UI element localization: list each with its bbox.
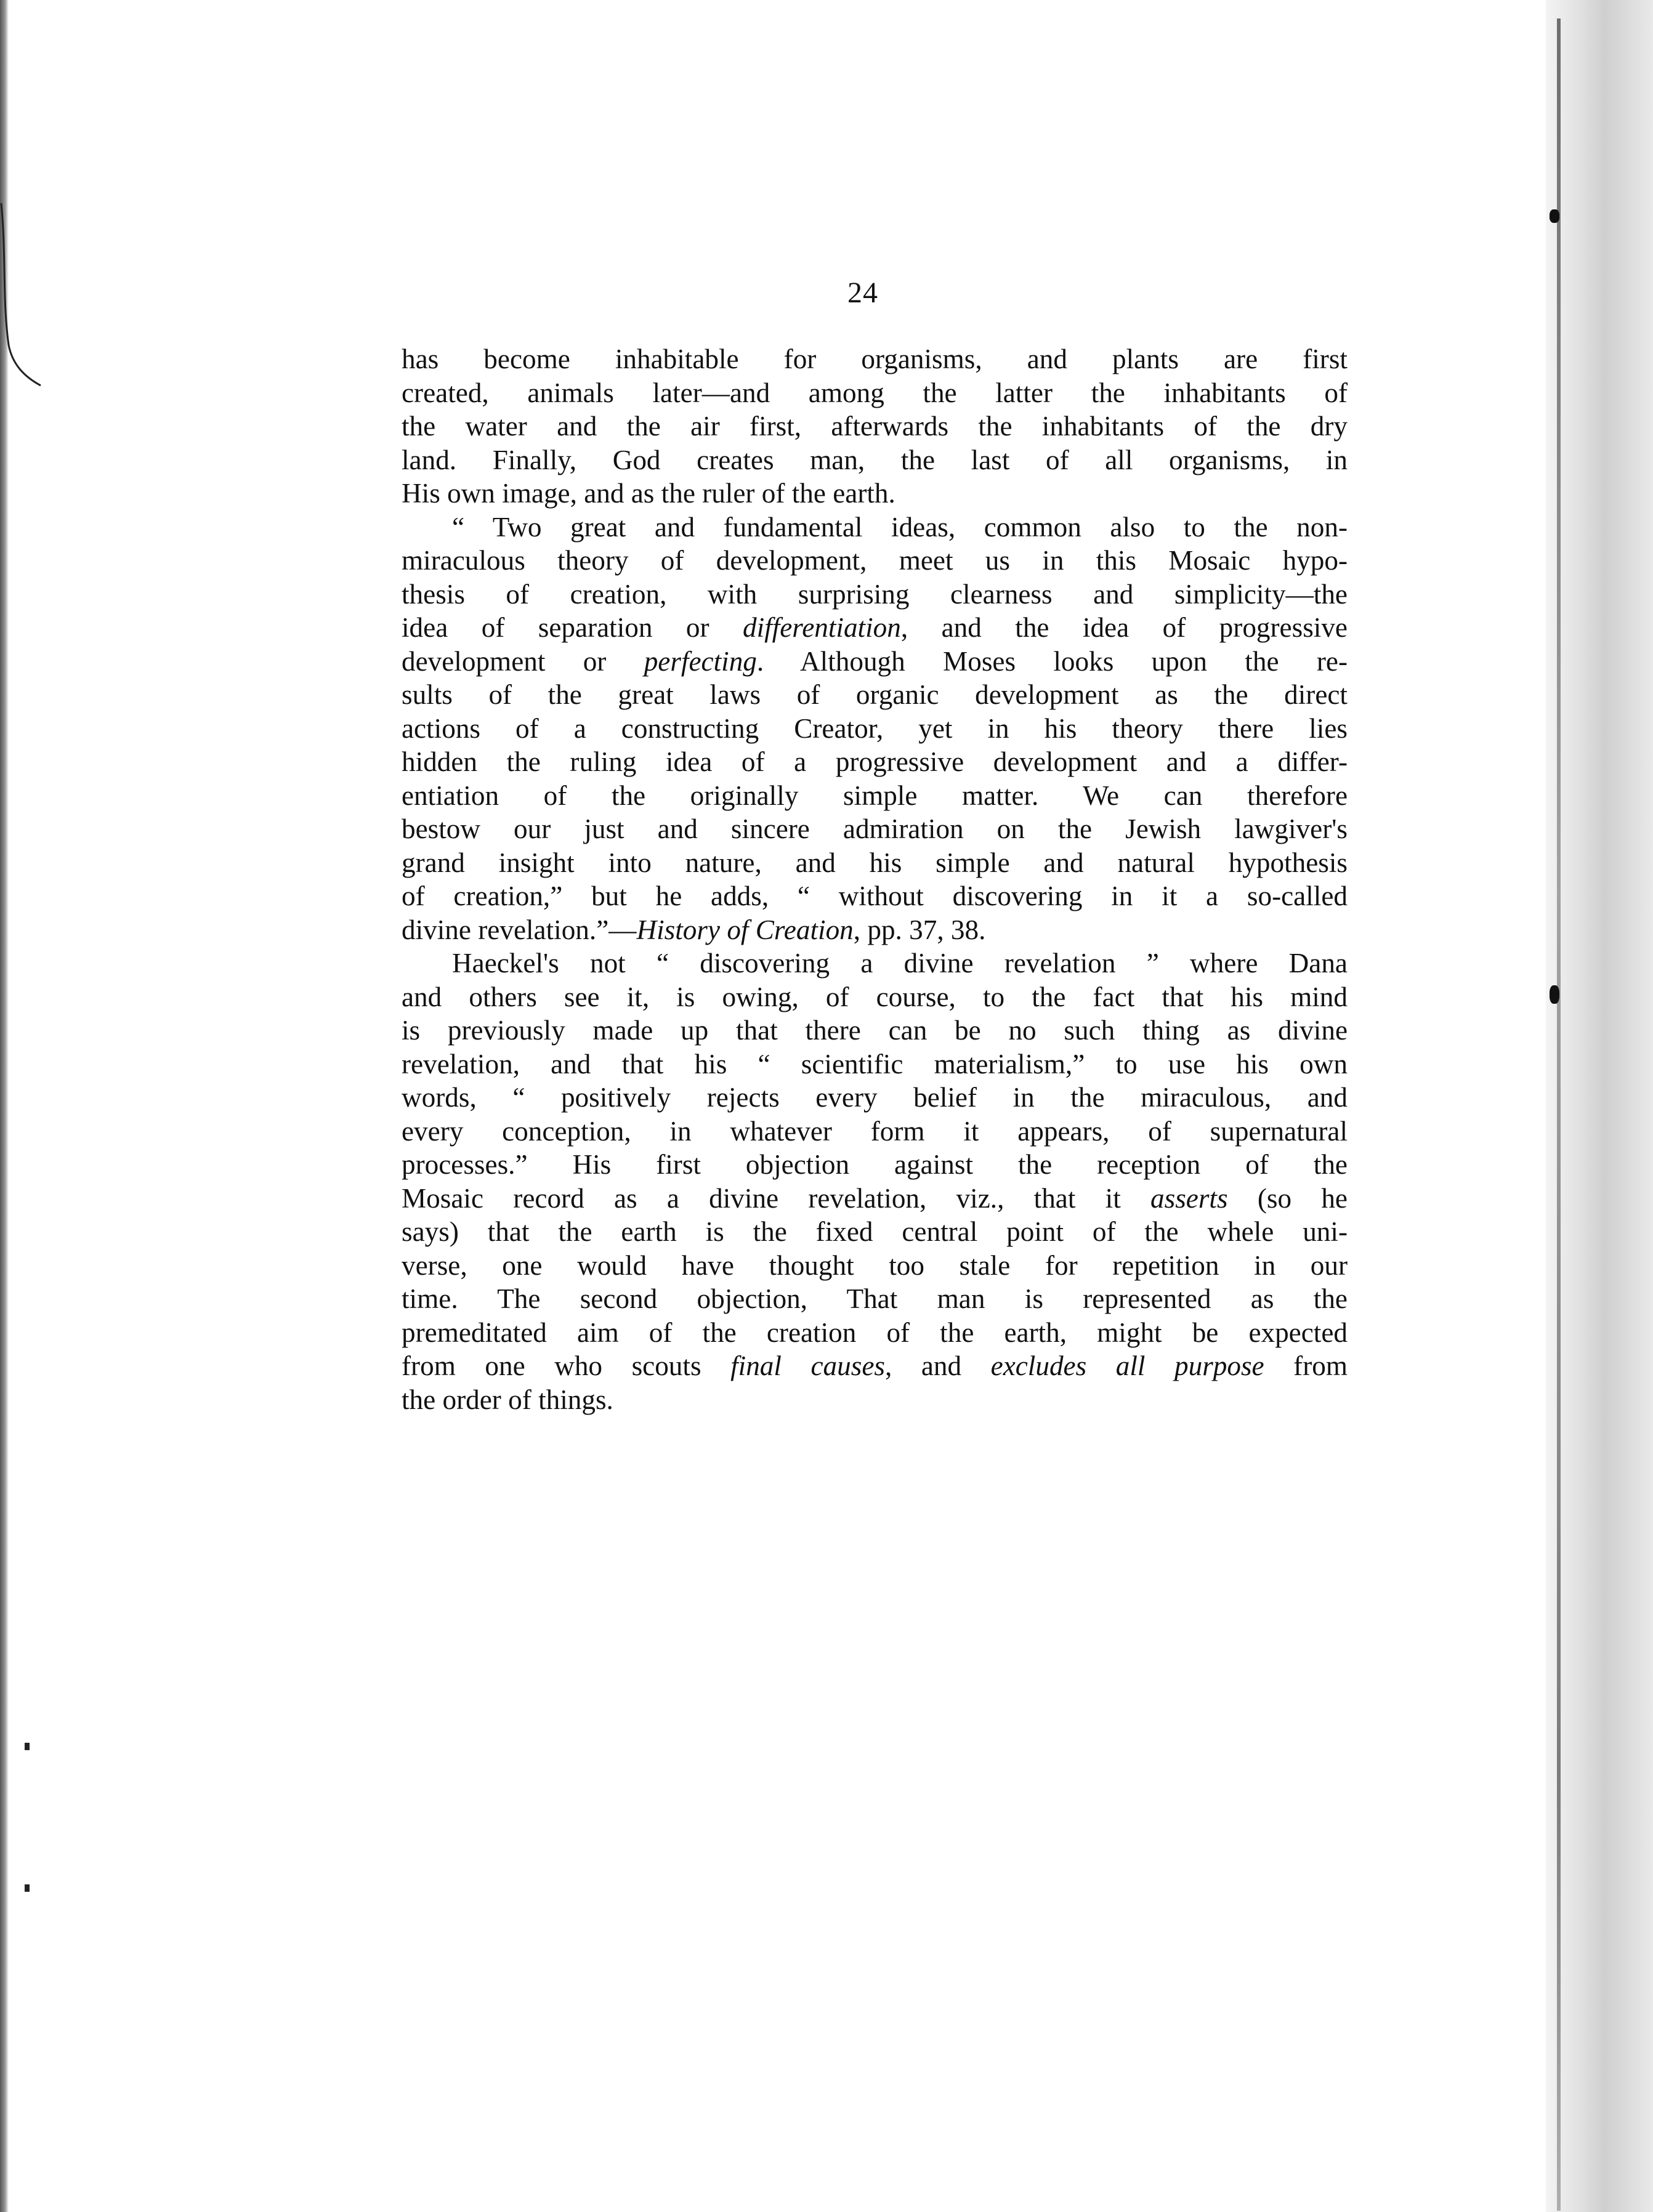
text-line: time. The second objection, That man is represented as the: [402, 1283, 1348, 1314]
text-line: His own image, and as the ruler of the earth.: [402, 478, 895, 509]
text-line: development or perfecting. Although Moses looks upon the re-: [402, 645, 1348, 677]
spine-shadow-line: [1557, 18, 1561, 2211]
text-line: of creation,” but he adds, “ without discovering in it a so-called: [402, 881, 1348, 911]
text-line: verse, one would have thought too stale for repetition in our: [402, 1249, 1348, 1281]
page-number: 24: [847, 276, 878, 309]
text-line: says) that the earth is the fixed central point of the whele uni-: [402, 1216, 1348, 1247]
text-line: from one who scouts final causes, and excludes all purpose from: [402, 1350, 1348, 1381]
spine-mark: [1550, 209, 1559, 223]
text-line: Haeckel's not “ discovering a divine revelation ” where Dana: [452, 948, 1348, 979]
text-line: the order of things.: [402, 1384, 613, 1415]
text-line: miraculous theory of development, meet us in this Mosaic hypo-: [402, 545, 1348, 576]
text-line: created, animals later—and among the latter the inhabitants of: [402, 377, 1348, 408]
text-line: the water and the air first, afterwards the inhabitants of the dry: [402, 411, 1348, 442]
left-margin-mark: [25, 1884, 30, 1892]
text-line: processes.” His first objection against the reception of the: [402, 1149, 1348, 1180]
text-line: actions of a constructing Creator, yet in his theory there lies: [402, 712, 1348, 744]
text-line: premeditated aim of the creation of the earth, might be expected: [402, 1317, 1348, 1348]
text-line: is previously made up that there can be no such thing as divine: [402, 1015, 1348, 1046]
text-line: grand insight into nature, and his simple and natural hypothesis: [402, 847, 1348, 878]
text-line: every conception, in whatever form it appears, of supernatural: [402, 1115, 1348, 1147]
spine-mark: [1550, 985, 1559, 1004]
text-line: idea of separation or differentiation, and the idea of progressive: [402, 612, 1348, 643]
text-line: divine revelation.”—History of Creation, pp. 37, 38.: [402, 914, 986, 945]
text-line: and others see it, is owing, of course, to the fact that his mind: [402, 981, 1348, 1012]
text-line: land. Finally, God creates man, the last of all organisms, in: [402, 444, 1348, 475]
text-line: bestow our just and sincere admiration on the Jewish lawgiver's: [402, 813, 1348, 844]
text-line: entiation of the originally simple matter. We can therefore: [402, 780, 1348, 811]
book-spine: [1546, 0, 1653, 2212]
body-text: [402, 342, 1348, 1416]
text-line: words, “ positively rejects every belief in the miraculous, and: [402, 1082, 1348, 1113]
left-margin-mark: [25, 1743, 30, 1750]
text-line: revelation, and that his “ scientific materialism,” to use his own: [402, 1048, 1348, 1080]
text-line: “ Two great and fundamental ideas, common also to the non-: [452, 511, 1348, 543]
text-line: has become inhabitable for organisms, and plants are first: [402, 344, 1348, 374]
text-line: hidden the ruling idea of a progressive development and a differ-: [402, 746, 1348, 777]
text-line: thesis of creation, with surprising clearness and simplicity—the: [402, 578, 1348, 610]
text-line: Mosaic record as a divine revelation, viz., that it asserts (so he: [402, 1182, 1348, 1214]
text-line: sults of the great laws of organic development as the direct: [402, 679, 1348, 710]
page-curl-mark: [0, 203, 43, 388]
